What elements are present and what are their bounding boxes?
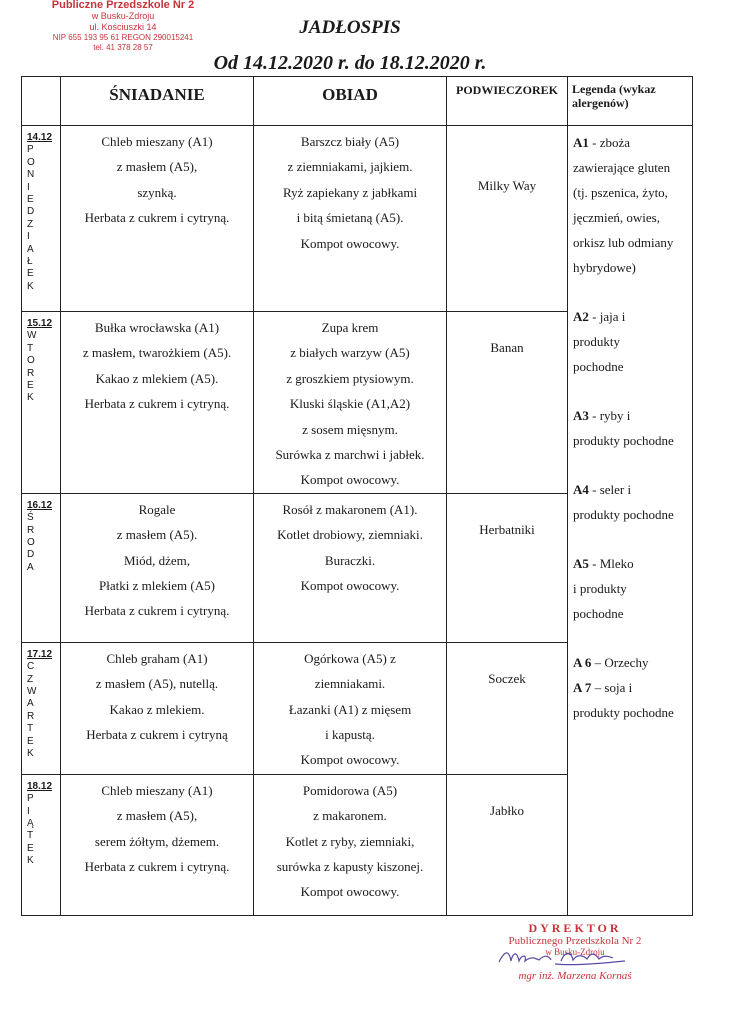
breakfast-line: Herbata z cukrem i cytryną. [84,859,230,875]
day-name-letter: I [27,231,30,243]
stamp-town: w Busku-Zdroju [91,11,155,21]
breakfast-line: Herbata z cukrem i cytryną. [84,603,230,619]
lunch-line: z makaronem. [313,808,387,824]
legend-header: Legenda (wykaz alergenów) [568,77,693,126]
day-name-letter: D [27,549,35,561]
breakfast-line: z masłem (A5), nutellą. [95,676,219,692]
lunch-line: Buraczki. [324,552,376,568]
day-name-letter: O [27,156,35,168]
lunch-line: Ryż zapiekany z jabłkami [282,184,418,200]
allergen-description: zawierające gluten [573,160,671,175]
breakfast-line: Rogale [138,501,176,517]
lunch-line: i kapustą. [325,727,375,743]
legend-line [573,205,688,230]
allergen-code: A2 [573,309,589,324]
lunch-cell [254,493,447,642]
allergen-description: hybrydowe) [573,260,636,275]
lunch-cell [254,312,447,494]
breakfast-cell [61,126,254,312]
legend-line [573,576,688,601]
stamp-name: Publiczne Przedszkole Nr 2 [51,0,195,11]
date-range: Od 14.12.2020 r. do 18.12.2020 r. [213,52,487,74]
day-name-letter: Ą [27,818,34,830]
day-name-letter: Z [27,218,34,230]
day-row [22,126,693,312]
day-name-letter: P [27,144,34,156]
allergen-description: - seler i [588,482,632,497]
legend-line [573,551,688,576]
day-label [22,774,61,915]
allergen-code: A4 [573,482,589,497]
breakfast-line: z masłem, twarożkiem (A5). [82,345,232,361]
day-name-letter: W [27,330,37,342]
snack-header: PODWIECZOREK [447,77,568,126]
lunch-line: Kompot owocowy. [300,472,400,488]
lunch-line: Zupa krem [321,320,379,335]
lunch-line: Surówka z marchwi i jabłek. [275,447,425,463]
breakfast-cell [61,642,254,774]
lunch-line: Barszcz biały (A5) [300,134,400,149]
legend-spacer [573,453,688,477]
day-name-letter: K [27,392,34,404]
day-name-letter: O [27,537,35,549]
lunch-line: Kompot owocowy. [300,752,400,768]
director-name: mgr inż. Marzena Kornaś [518,970,632,982]
breakfast-line: Płatki z mlekiem (A5) [99,578,215,594]
director-school: Publicznego Przedszkola Nr 2 [508,935,642,947]
lunch-line: z białych warzyw (A5) [290,345,410,361]
breakfast-line: Herbata z cukrem i cytryną [86,727,228,743]
breakfast-line: Chleb mieszany (A1) [101,134,213,149]
lunch-header: OBIAD [254,77,447,126]
breakfast-line: Herbata z cukrem i cytryną. [84,210,230,226]
lunch-line: surówka z kapusty kiszonej. [276,859,424,875]
lunch-line: z sosem mięsnym. [302,421,398,437]
allergen-description: pochodne [573,606,624,621]
header-row [22,77,693,126]
legend-line [573,180,688,205]
snack-cell: Herbatniki [447,493,568,642]
legend-line [573,675,688,700]
legend-line [573,230,688,255]
breakfast-line: Kakao z mlekiem (A5). [95,370,219,386]
snack-cell: Milky Way [447,126,568,312]
lunch-line: Ogórkowa (A5) z [304,650,396,666]
day-name-letter: P [27,793,34,805]
breakfast-cell [61,774,254,915]
day-date: 17.12 [27,648,53,660]
breakfast-line: z masłem (A5), [116,808,198,824]
allergen-description: - jaja i [588,309,626,324]
day-name-letter: Ł [27,256,33,268]
stamp-ids: NIP 655 193 95 61 REGON 290015241 [52,33,194,42]
day-date: 14.12 [27,132,53,143]
day-name-letter: A [27,243,34,255]
allergen-description: – soja i [591,680,633,695]
allergen-code: A3 [573,408,589,423]
breakfast-cell [61,312,254,494]
day-name-letter: E [27,268,34,280]
lunch-line: Kompot owocowy. [300,884,400,900]
day-date: 15.12 [27,318,53,329]
lunch-line: ziemniakami. [314,676,386,692]
lunch-cell [254,774,447,915]
stamp-street: ul. Kościuszki 14 [89,22,157,32]
director-title: DYREKTOR [528,921,622,935]
legend-line [573,255,688,280]
allergen-description: jęczmień, owies, [573,210,660,225]
menu-table [21,76,693,916]
day-label [22,642,61,774]
lunch-line: Kotlet z ryby, ziemniaki, [285,833,415,849]
lunch-line: i bitą śmietaną (A5). [296,210,404,226]
breakfast-line: szynką. [137,184,177,200]
legend-line [573,700,688,725]
breakfast-line: Miód, dżem, [123,552,191,568]
day-label [22,126,61,312]
snack-cell: Soczek [447,642,568,774]
lunch-cell [254,126,447,312]
day-label [22,312,61,494]
legend-spacer [573,626,688,650]
legend-line [573,304,688,329]
day-name-letter: Z [27,673,34,685]
day-name-letter: A [27,698,34,710]
legend-line [573,329,688,354]
legend-line [573,155,688,180]
day-name-letter: R [27,367,35,379]
lunch-line: Kompot owocowy. [300,235,400,251]
allergen-description: orkisz lub odmiany [573,235,674,250]
breakfast-header: ŚNIADANIE [61,77,254,126]
breakfast-line: serem żółtym, dżemem. [94,833,220,849]
director-town: w Busku-Zdroju [545,947,605,957]
allergen-description: produkty [573,334,620,349]
day-name-letter: K [27,748,34,760]
breakfast-line: Kakao z mlekiem. [109,701,205,717]
day-name-letter: C [27,661,35,673]
allergen-description: - Mleko [588,556,634,571]
legend-spacer [573,379,688,403]
handwritten-signature [495,946,645,968]
lunch-line: Pomidorowa (A5) [302,782,398,798]
snack-cell: Jabłko [447,774,568,915]
allergen-description: produkty pochodne [573,433,674,448]
allergen-description: produkty pochodne [573,507,674,522]
allergen-code: A 6 [573,655,592,670]
day-name-letter: N [27,169,35,181]
lunch-line: Kompot owocowy. [300,578,400,594]
day-name-letter: R [27,710,35,722]
day-name-letter: T [27,723,34,735]
lunch-line: z groszkiem ptysiowym. [286,370,414,386]
snack-cell: Banan [447,312,568,494]
day-name-letter: I [27,805,30,817]
legend-line [573,130,688,155]
allergen-description: – Orzechy [591,655,649,670]
day-label [22,493,61,642]
day-name-letter: T [27,830,34,842]
breakfast-line: Bułka wrocławska (A1) [94,320,220,335]
lunch-line: Kluski śląskie (A1,A2) [289,396,411,412]
day-name-letter: I [27,181,30,193]
allergen-description: produkty pochodne [573,705,674,720]
day-name-letter: E [27,735,34,747]
allergen-description: pochodne [573,359,624,374]
legend-line [573,650,688,675]
day-name-letter: O [27,355,35,367]
breakfast-line: Chleb mieszany (A1) [101,782,213,798]
allergen-code: A1 [573,135,589,150]
day-name-letter: K [27,280,34,292]
day-name-letter: A [27,561,34,573]
day-name-letter: Ś [27,512,34,524]
allergen-description: - ryby i [588,408,631,423]
legend-line [573,403,688,428]
day-name-letter: E [27,194,34,206]
day-date: 16.12 [27,499,53,511]
lunch-line: z ziemniakami, jajkiem. [287,159,413,175]
legend-spacer [573,527,688,551]
lunch-line: Kotlet drobiowy, ziemniaki. [277,527,423,543]
legend-spacer [573,280,688,304]
day-name-letter: K [27,855,34,867]
day-name-letter: R [27,524,35,536]
allergen-description: (tj. pszenica, żyto, [573,185,668,200]
breakfast-line: z masłem (A5). [116,527,198,543]
legend-line [573,502,688,527]
allergen-description: - zboża [588,135,631,150]
day-name-letter: D [27,206,35,218]
breakfast-cell [61,493,254,642]
day-name-letter: T [27,342,34,354]
legend-line [573,477,688,502]
day-name-letter: E [27,380,34,392]
allergen-code: A5 [573,556,589,571]
day-date: 18.12 [27,780,53,792]
breakfast-line: Herbata z cukrem i cytryną. [84,396,230,412]
page-title: JADŁOSPIS [299,17,401,38]
lunch-line: Rosół z makaronem (A1). [282,501,418,517]
lunch-line: Łazanki (A1) z mięsem [288,701,412,717]
day-name-letter: W [27,686,37,698]
stamp-phone: tel. 41 378 28 57 [93,43,153,52]
legend-line [573,601,688,626]
breakfast-line: z masłem (A5), [116,159,198,175]
allergen-description: i produkty [573,581,627,596]
lunch-cell [254,642,447,774]
allergen-code: A 7 [573,680,592,695]
day-name-letter: E [27,842,34,854]
allergen-legend [568,126,693,916]
corner-cell [22,77,61,126]
legend-line [573,354,688,379]
legend-line [573,428,688,453]
breakfast-line: Chleb graham (A1) [106,650,208,666]
